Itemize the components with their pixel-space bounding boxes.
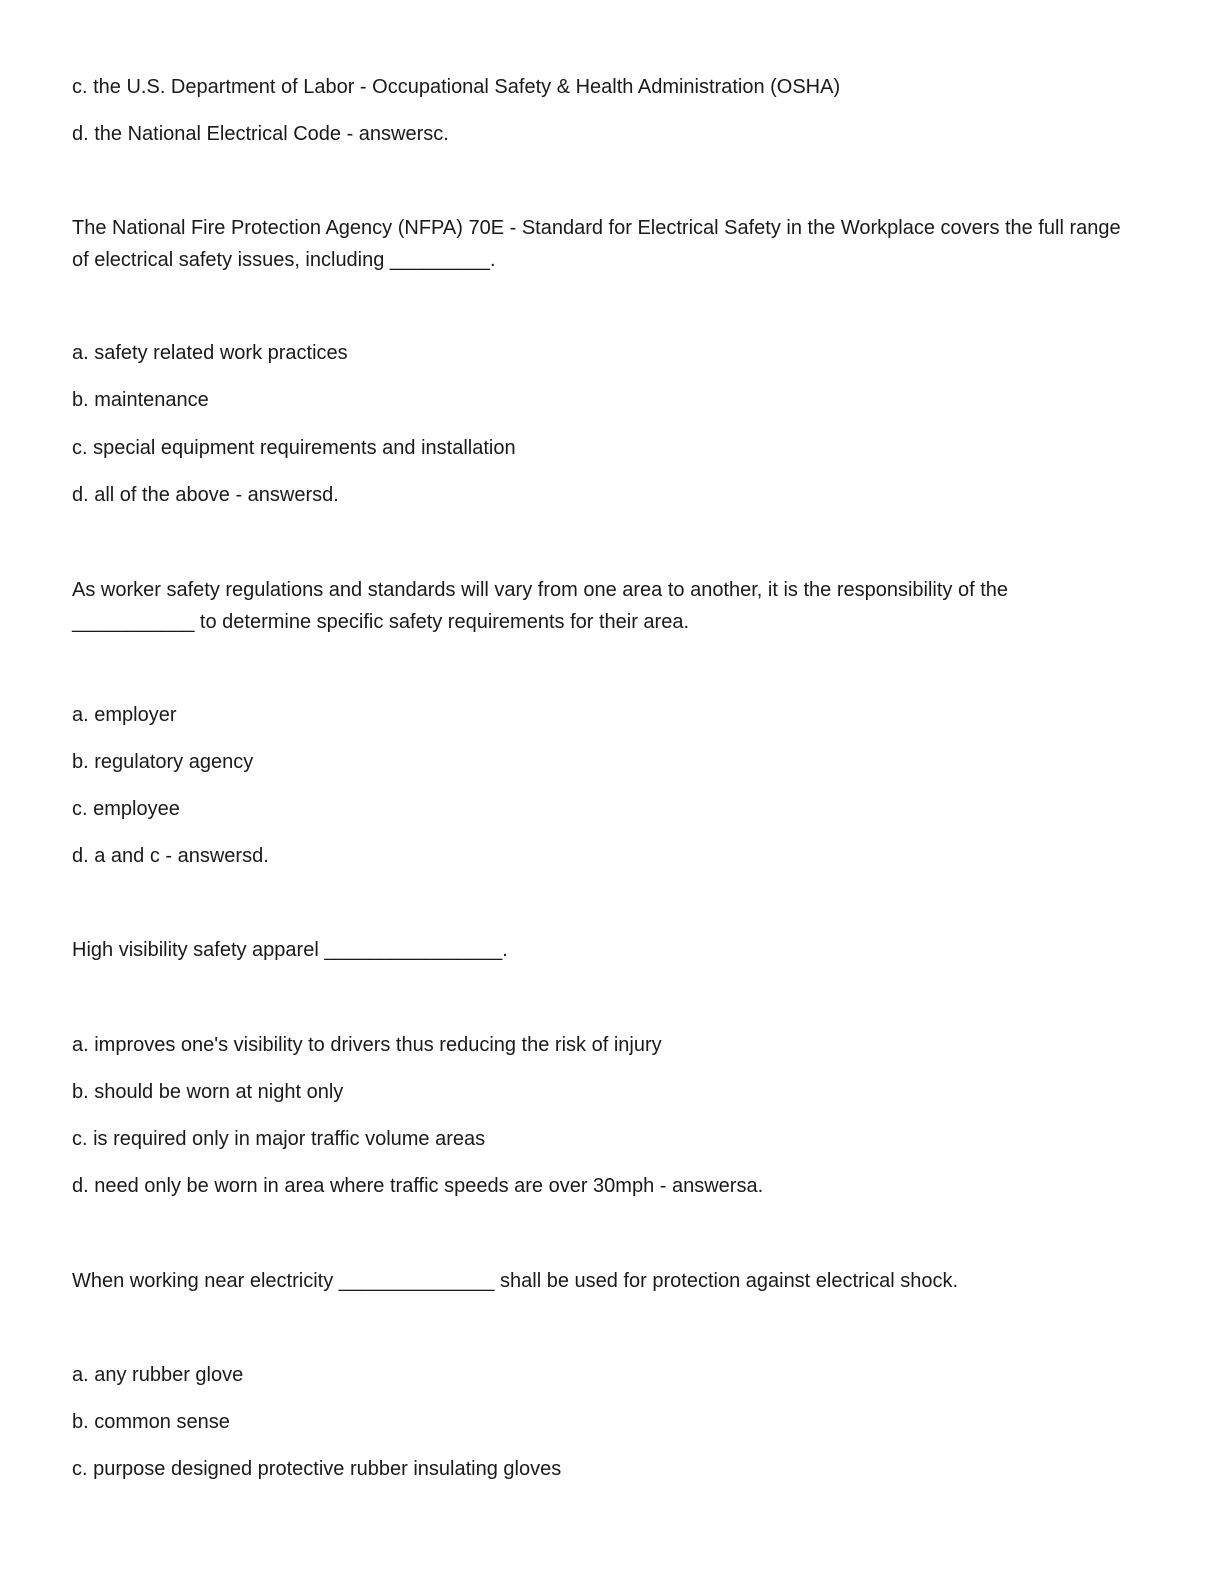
q4-option-a: a. any rubber glove (72, 1364, 244, 1386)
q2-option-a: a. employer (72, 704, 177, 726)
lead-option-d: d. the National Electrical Code - answersc. (72, 123, 449, 145)
q1-option-a: a. safety related work practices (72, 342, 348, 364)
q2-option-c: c. employee (72, 798, 180, 820)
q4-option-b: b. common sense (72, 1411, 230, 1433)
q1-option-c: c. special equipment requirements and installation (72, 437, 516, 459)
lead-option-c: c. the U.S. Department of Labor - Occupational Safety & Health Administration (OSHA) (72, 76, 841, 98)
q4-option-c: c. purpose designed protective rubber insulating gloves (72, 1458, 562, 1480)
question-1-text: The National Fire Protection Agency (NFPA) 70E - Standard for Electrical Safety in the Workplace covers the full range of electrical safety issues, including _________. (72, 217, 1121, 271)
q1-option-b: b. maintenance (72, 389, 209, 411)
q3-option-b: b. should be worn at night only (72, 1081, 344, 1103)
q2-option-b: b. regulatory agency (72, 751, 254, 773)
question-2-text: As worker safety regulations and standards will vary from one area to another, it is the responsibility of the ___________ to determine specific safety requirements for their area. (72, 579, 1009, 633)
q3-option-d: d. need only be worn in area where traffic speeds are over 30mph - answersa. (72, 1175, 764, 1197)
q3-option-c: c. is required only in major traffic volume areas (72, 1128, 486, 1150)
q2-option-d: d. a and c - answersd. (72, 845, 269, 867)
q1-option-d: d. all of the above - answersd. (72, 484, 339, 506)
question-3-text: High visibility safety apparel ________________. (72, 939, 508, 961)
question-4-text: When working near electricity ______________ shall be used for protection against electrical shock. (72, 1270, 959, 1292)
q3-option-a: a. improves one's visibility to drivers thus reducing the risk of injury (72, 1034, 662, 1056)
